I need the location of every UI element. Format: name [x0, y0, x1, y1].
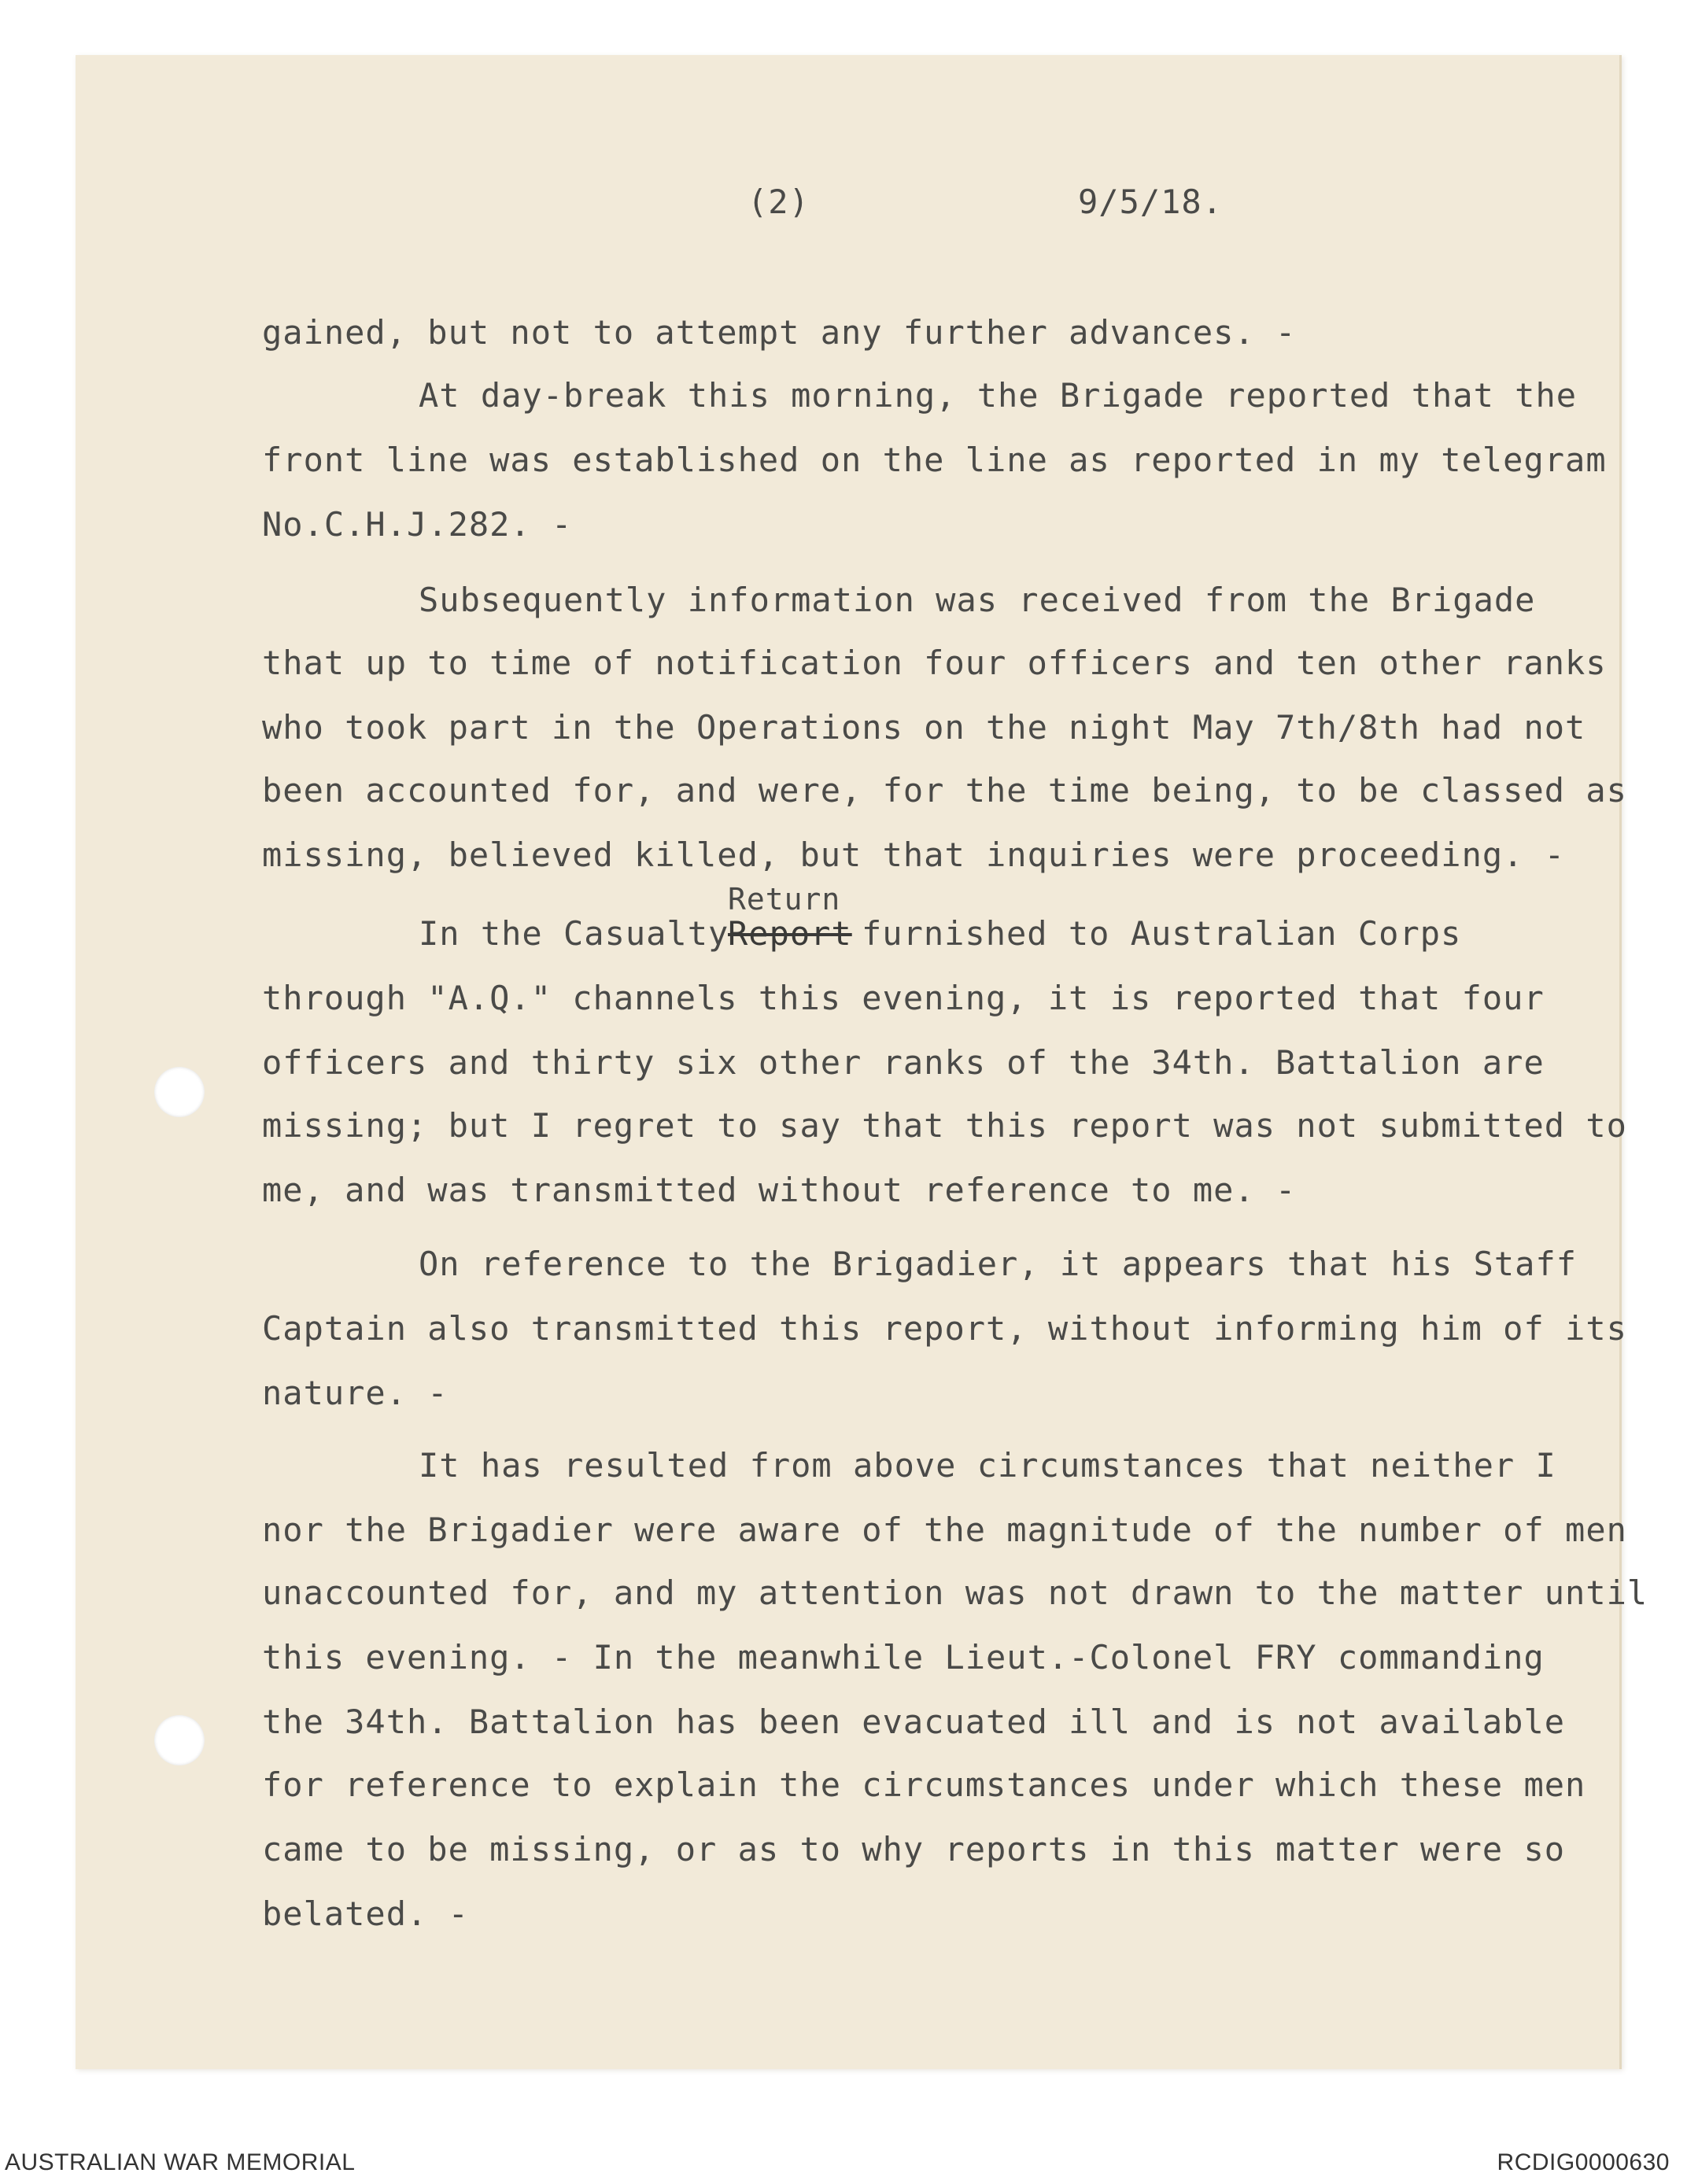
- inserted-correction: Return: [728, 882, 841, 917]
- body-line: missing, believed killed, but that inquiries were proceeding. -: [262, 836, 1566, 874]
- body-line: front line was established on the line as reported in my telegram: [262, 441, 1607, 479]
- body-line: It has resulted from above circumstances that neither I: [419, 1446, 1556, 1485]
- body-line: In the Casualty: [419, 914, 729, 953]
- body-line: been accounted for, and were, for the time being, to be classed as: [262, 771, 1627, 810]
- page-number: (2): [748, 183, 810, 221]
- footer-institution: AUSTRALIAN WAR MEMORIAL: [5, 2149, 356, 2175]
- struck-word: Report: [728, 914, 852, 953]
- punch-hole: [154, 1067, 205, 1117]
- body-line: this evening. - In the meanwhile Lieut.-Colonel FRY commanding: [262, 1638, 1545, 1677]
- body-line: Subsequently information was received from the Brigade: [419, 581, 1536, 619]
- body-line: unaccounted for, and my attention was not drawn to the matter until: [262, 1573, 1648, 1612]
- document-date: 9/5/18.: [1078, 183, 1224, 221]
- body-line: belated. -: [262, 1894, 469, 1933]
- body-line: officers and thirty six other ranks of the 34th. Battalion are: [262, 1043, 1545, 1082]
- body-line: through "A.Q." channels this evening, it is reported that four: [262, 979, 1545, 1017]
- body-line: for reference to explain the circumstances under which these men: [262, 1765, 1586, 1804]
- body-line: No.C.H.J.282. -: [262, 505, 573, 544]
- body-line: On reference to the Brigadier, it appears that his Staff: [419, 1245, 1578, 1283]
- body-line: came to be missing, or as to why reports in this matter were so: [262, 1830, 1566, 1869]
- body-line: Captain also transmitted this report, without informing him of its: [262, 1309, 1627, 1348]
- body-line: me, and was transmitted without reference to me. -: [262, 1171, 1297, 1209]
- footer-identifier: RCDIG0000630: [1497, 2149, 1670, 2175]
- punch-hole: [154, 1715, 205, 1765]
- body-line: the 34th. Battalion has been evacuated ill and is not available: [262, 1703, 1566, 1741]
- body-line: At day-break this morning, the Brigade reported that the: [419, 376, 1578, 415]
- body-line: who took part in the Operations on the night May 7th/8th had not: [262, 708, 1586, 747]
- body-line: that up to time of notification four officers and ten other ranks: [262, 644, 1607, 682]
- body-line: nor the Brigadier were aware of the magnitude of the number of men: [262, 1511, 1627, 1549]
- body-line: furnished to Australian Corps: [862, 914, 1462, 953]
- body-line: gained, but not to attempt any further advances. -: [262, 313, 1297, 352]
- body-line: missing; but I regret to say that this report was not submitted to: [262, 1106, 1627, 1145]
- body-line: nature. -: [262, 1374, 449, 1412]
